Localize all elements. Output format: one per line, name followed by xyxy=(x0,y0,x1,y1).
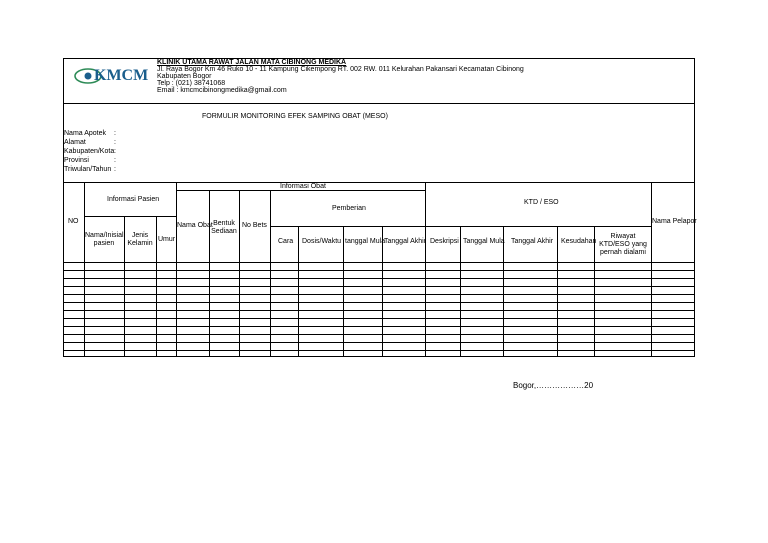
field-separator: : xyxy=(114,166,116,173)
field-label: Alamat xyxy=(64,139,86,146)
field-label: Provinsi xyxy=(64,157,89,164)
col-cara: Cara xyxy=(278,238,294,245)
clinic-email: Email : kmcmcibinongmedika@gmail.com xyxy=(157,87,287,94)
col-nama-pelapor: Nama Pelapor xyxy=(652,218,697,225)
field-separator: : xyxy=(114,130,116,137)
table-row xyxy=(63,278,695,279)
field-label: Nama Apotek xyxy=(64,130,107,137)
col-nama-inisial: Nama/Inisial pasien xyxy=(85,232,124,247)
table-row xyxy=(63,334,695,335)
field-label: Triwulan/Tahun xyxy=(64,166,112,173)
field-label: Kabupaten/Kota xyxy=(64,148,115,155)
clinic-name: KLINIK UTAMA RAWAT JALAN MATA CIBINONG MEDIKA xyxy=(157,59,347,66)
table-row xyxy=(63,350,695,351)
table-row xyxy=(63,270,695,271)
table-row xyxy=(63,318,695,319)
col-tanggal-akhir: Tanggal Akhir xyxy=(511,238,554,245)
col-kesudahan: Kesudahan xyxy=(561,238,597,245)
col-dosis-waktu: Dosis/Waktu xyxy=(302,238,342,245)
clinic-address-1: Jl. Raya Bogor Km 46 Ruko 10 - 11 Kampung Cikempong RT. 002 RW. 011 Kelurahan Pakansari Kecamatan Cibinong xyxy=(157,66,524,73)
col-jenis-kelamin: Jenis Kelamin xyxy=(127,232,153,247)
table-row xyxy=(63,286,695,287)
col-no-bets: No Bets xyxy=(242,222,267,229)
table-row xyxy=(63,326,695,327)
field-separator: : xyxy=(114,148,116,155)
table-row xyxy=(63,310,695,311)
col-no: NO xyxy=(68,218,79,225)
form-title: FORMULIR MONITORING EFEK SAMPING OBAT (MESO) xyxy=(202,113,388,120)
col-info-obat: Informasi Obat xyxy=(280,183,326,190)
clinic-phone: Telp : (021) 38741068 xyxy=(157,80,226,87)
col-pemberian: Pemberian xyxy=(332,205,366,212)
col-tanggal-mula: Tanggal Mula xyxy=(463,238,505,245)
table-row xyxy=(63,302,695,303)
col-umur: Umur xyxy=(158,236,176,243)
col-tanggal-akhir-obat: Tanggal Akhir xyxy=(384,238,427,245)
col-tanggal-mula-obat: tanggal Mula xyxy=(345,238,386,245)
col-deskripsi: Deskripsi xyxy=(430,238,459,245)
clinic-address-2: Kabupaten Bogor xyxy=(157,73,212,80)
col-nama-obat: Nama Obat xyxy=(177,222,213,229)
table-row xyxy=(63,294,695,295)
table-row xyxy=(63,262,695,263)
col-bentuk-sediaan: Bentuk Sediaan xyxy=(211,220,237,235)
table-bottom xyxy=(63,356,695,357)
place-date: Bogor,………………20 xyxy=(513,381,594,390)
field-separator: : xyxy=(114,157,116,164)
table-row xyxy=(63,342,695,343)
col-info-pasien: Informasi Pasien xyxy=(107,196,160,203)
col-riwayat: Riwayat KTD/ESO yang pernah dialami xyxy=(599,233,647,256)
logo-text: KMCM xyxy=(94,67,149,84)
field-separator: : xyxy=(114,139,116,146)
clinic-logo xyxy=(70,64,166,88)
col-ktd-eso: KTD / ESO xyxy=(524,199,559,206)
